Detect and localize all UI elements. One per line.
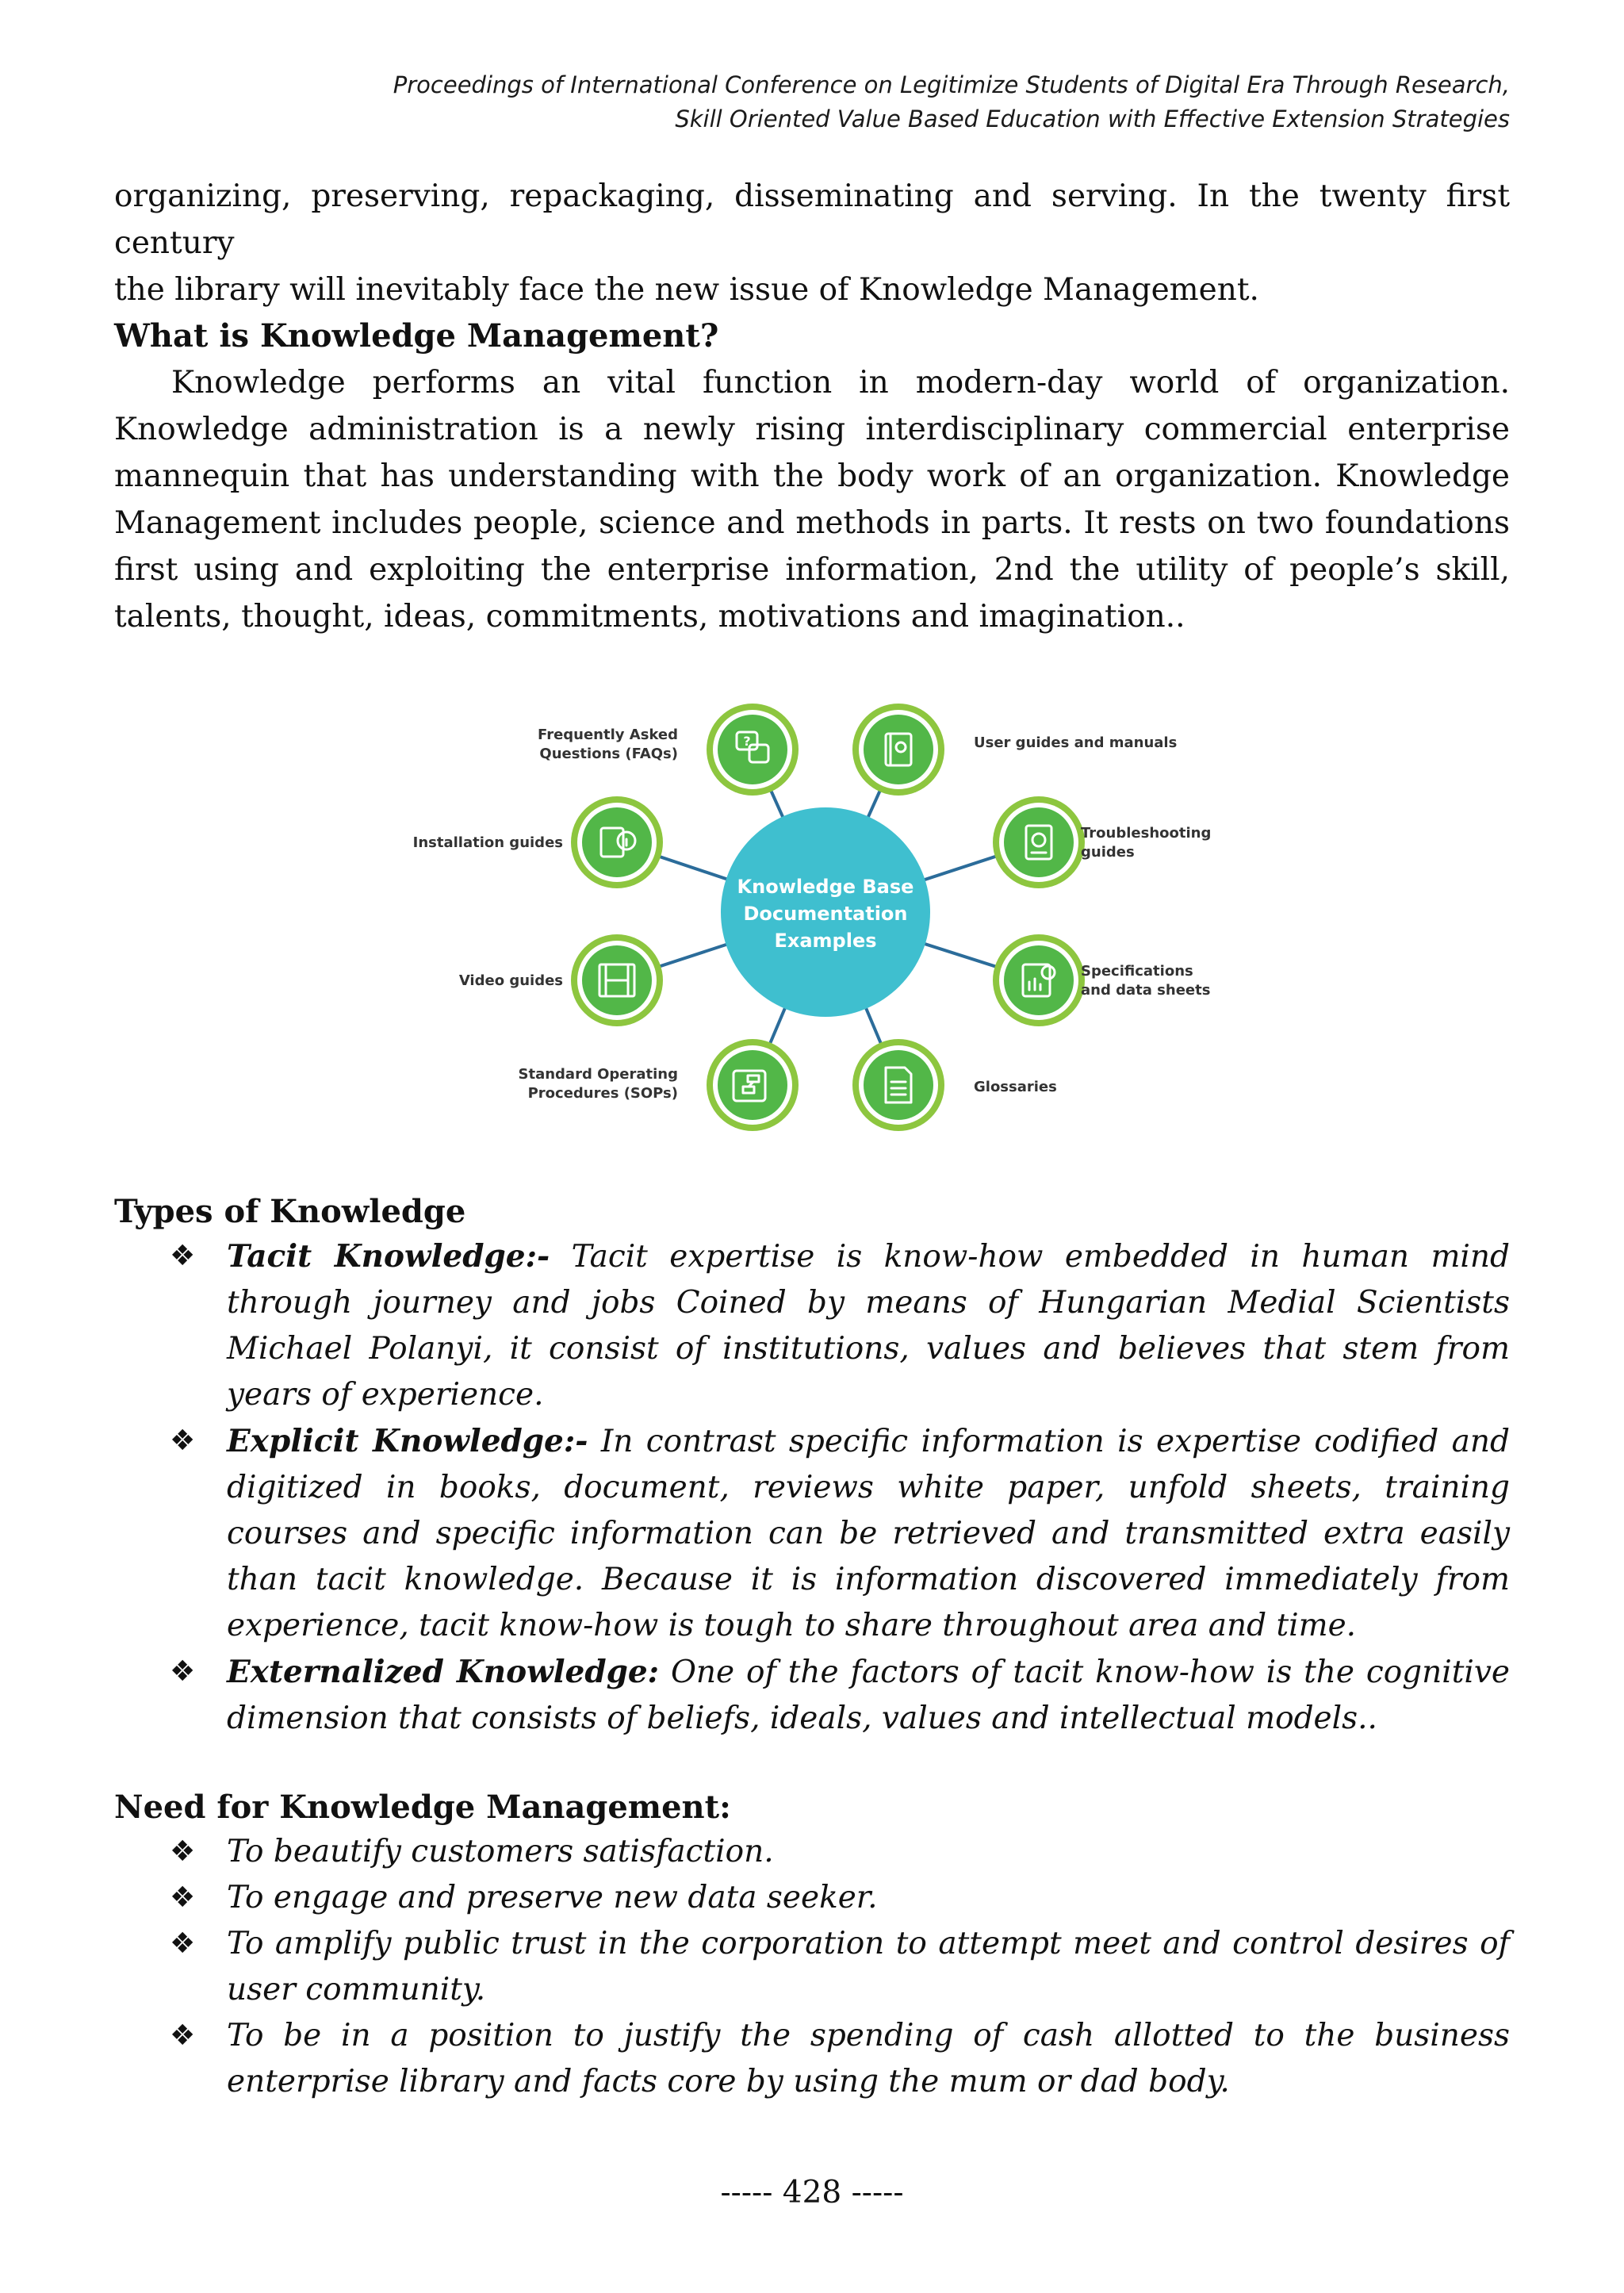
bullet-icon: ❖: [170, 2019, 196, 2052]
bullet-icon: ❖: [170, 1835, 196, 1868]
need-item-text: To beautify customers satisfaction.: [227, 1834, 774, 1869]
types-text-explicit: In contrast specific information is expertise codified and digitized in books, document, reviews white paper, unfold sheets, training courses and specific information can be retrieved and transmitted extra easily than tacit knowledge. Because it is information discovered immediately from experience, tacit know-how is tough to share throughout area and time.: [227, 1424, 1510, 1643]
running-header: [162, 68, 1510, 136]
center-label-2: Documentation: [743, 903, 908, 925]
node-label: and data sheets: [1081, 982, 1211, 999]
diagram-node: [538, 704, 799, 796]
node-label: User guides and manuals: [974, 734, 1178, 751]
bullet-icon: ❖: [170, 1927, 196, 1960]
need-heading: Need for Knowledge Management:: [114, 1789, 731, 1826]
intro-line-1: organizing, preserving, repackaging, disseminating and serving. In the twenty first century: [114, 178, 1510, 261]
types-item-externalized: [114, 1649, 1510, 1742]
center-label-3: Examples: [774, 930, 877, 952]
header-line-2: Skill Oriented Value Based Education with Effective Extension Strategies: [675, 105, 1510, 132]
node-disc: [864, 1050, 933, 1120]
need-item-text: To be in a position to justify the spending of cash allotted to the business enterprise library and facts core by using the mum or dad body.: [227, 2018, 1510, 2099]
diagram-node: [459, 934, 663, 1026]
center-label-1: Knowledge Base: [737, 876, 914, 898]
intro-paragraph: [114, 173, 1510, 313]
diagram-node: [519, 1039, 799, 1131]
types-text-tacit: Tacit expertise is know-how embedded in human mind through journey and jobs Coined by means of Hungarian Medial Scientists Michael Polanyi, it consist of institutions, values and believes that stem from years of experience.: [227, 1239, 1510, 1413]
diagram-node: [852, 1039, 1057, 1131]
what-is-heading: What is Knowledge Management?: [114, 317, 719, 355]
diagram-node: [993, 934, 1210, 1026]
bullet-icon: ❖: [170, 1655, 196, 1688]
types-text-externalized: One of the factors of tacit know-how is the cognitive dimension that consists of beliefs, ideals, values and intellectual models..: [227, 1655, 1510, 1736]
need-item: [114, 2013, 1510, 2105]
node-label: Installation guides: [412, 834, 563, 851]
node-disc: [1004, 807, 1074, 877]
need-item: [114, 1875, 1510, 1921]
page-number: ----- 428 -----: [720, 2175, 904, 2211]
types-term-explicit: Explicit Knowledge:-: [227, 1423, 588, 1459]
bullet-icon: ❖: [170, 1881, 196, 1914]
types-heading: Types of Knowledge: [114, 1193, 466, 1230]
diagram-node: [993, 796, 1211, 888]
node-disc: [718, 1050, 787, 1120]
need-item-text: To amplify public trust in the corporation to attempt meet and control desires of user community.: [227, 1926, 1510, 2007]
types-term-tacit: Tacit Knowledge:-: [227, 1238, 550, 1275]
node-disc: [864, 715, 933, 784]
node-label: Troubleshooting: [1081, 825, 1212, 842]
header-line-1: Proceedings of International Conference on Legitimize Students of Digital Era Through Research,: [393, 71, 1510, 98]
bullet-icon: ❖: [170, 1240, 196, 1272]
knowledge-base-diagram: [412, 682, 1221, 1142]
types-item-explicit: [114, 1418, 1510, 1649]
node-label: Glossaries: [974, 1079, 1057, 1095]
node-label: Procedures (SOPs): [527, 1085, 678, 1102]
node-label: guides: [1081, 844, 1135, 861]
bullet-icon: ❖: [170, 1424, 196, 1457]
need-item: [114, 1921, 1510, 2013]
types-term-externalized: Externalized Knowledge:: [227, 1654, 660, 1690]
types-item-tacit: [114, 1233, 1510, 1418]
need-item: [114, 1829, 1510, 1875]
diagram-node: [852, 704, 1177, 796]
node-label: Specifications: [1081, 963, 1193, 980]
node-label: Standard Operating: [518, 1066, 678, 1083]
faq-icon: ?: [743, 734, 751, 749]
node-label: Frequently Asked: [538, 727, 678, 743]
types-list: [114, 1233, 1510, 1742]
what-is-paragraph: Knowledge performs an vital function in modern-day world of organization. Knowledge administration is a newly rising interdisciplinary commercial enterprise mannequin that has understanding with the body work of an organization. Knowledge Management includes people, science and methods in parts. It rests on two foundations first using and exploiting the enterprise information, 2nd the utility of people’s skill, talents, thought, ideas, commitments, motivations and imagination..: [114, 365, 1510, 635]
node-disc: [1004, 945, 1074, 1015]
diagram-center: [721, 807, 930, 1017]
need-item-text: To engage and preserve new data seeker.: [227, 1880, 878, 1915]
diagram-node: [413, 796, 663, 888]
node-label: Video guides: [458, 972, 563, 989]
intro-line-2: the library will inevitably face the new issue of Knowledge Management.: [114, 272, 1259, 308]
node-label: Questions (FAQs): [539, 746, 678, 762]
need-list: [114, 1829, 1510, 2105]
